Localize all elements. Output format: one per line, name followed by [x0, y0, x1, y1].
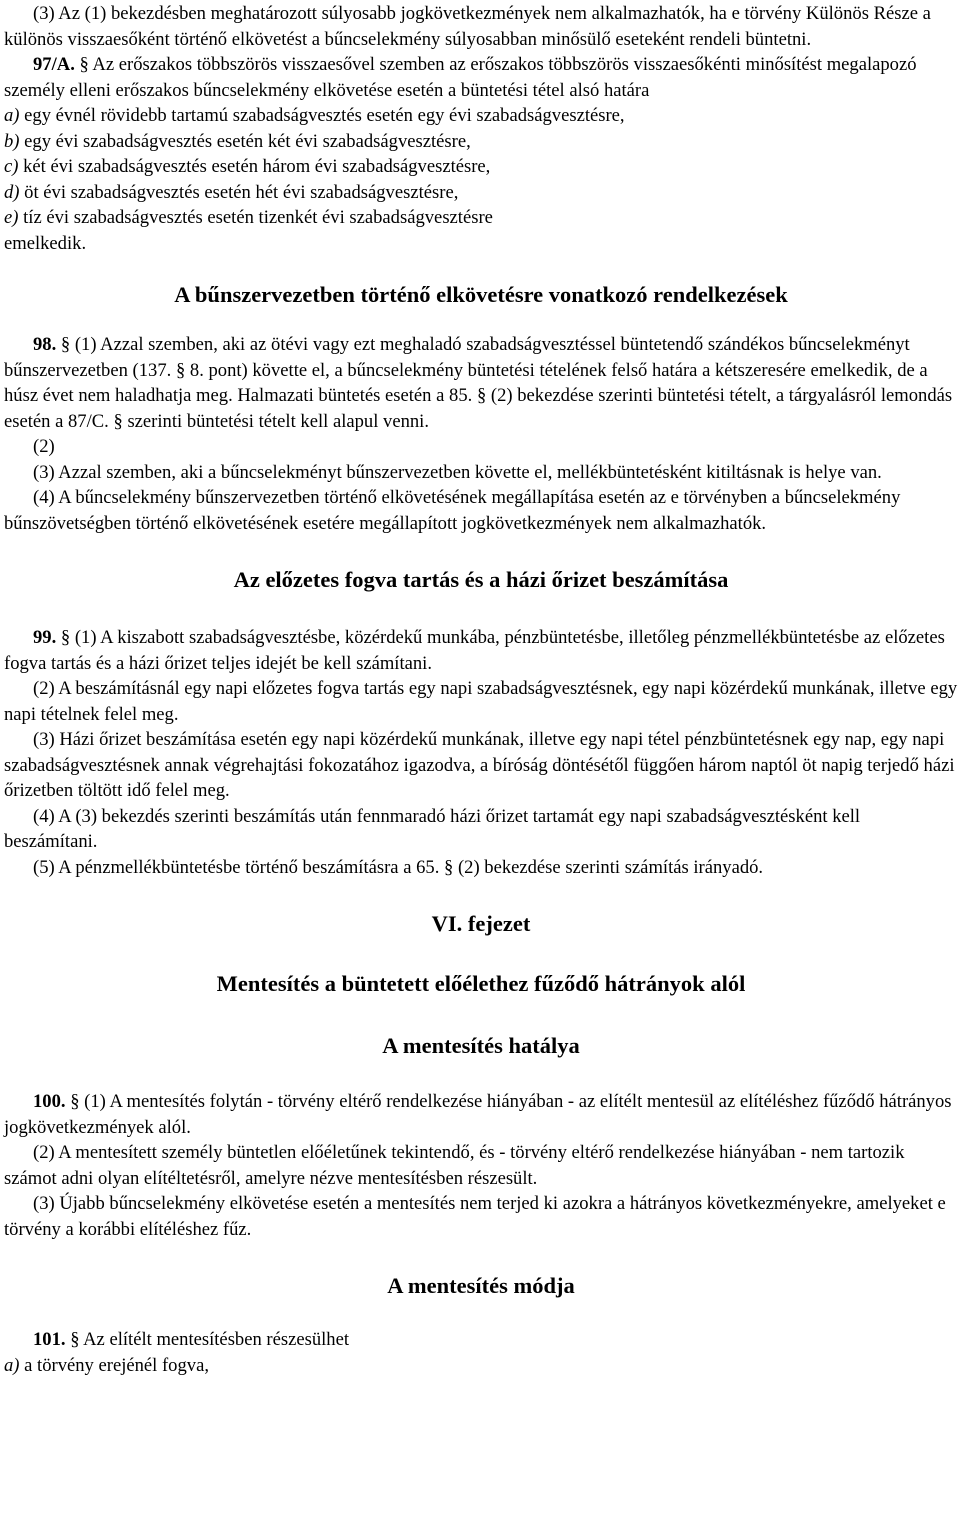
- section-text: (1) Azzal szemben, aki az ötévi vagy ezt meghaladó szabadságvesztéssel büntetendő szándékos bűncselekményt bűnszervezetben (137.: [4, 334, 910, 381]
- item-letter: d): [4, 181, 20, 203]
- section-100-2: (2) A mentesített személy büntetlen előéletűnek tekintendő, és - törvény eltérő rendelkezése hiányában - nem tartozik számot adni olyan elítéltetésről, amelyre nézve mentesítésben részesült.: [4, 1142, 905, 1189]
- section-number: 97/A.: [33, 54, 75, 75]
- heading-organized-crime: A bűnszervezetben történő elkövetésre vonatkozó rendelkezések: [174, 282, 788, 307]
- section-101-intro: [4, 1327, 958, 1353]
- section-99-1: [4, 625, 958, 676]
- list-item: [4, 154, 958, 180]
- item-text: a törvény erejénél fogva,: [24, 1354, 209, 1376]
- list-item: [4, 205, 958, 231]
- section-sign: §: [175, 359, 186, 381]
- section-number: 101.: [33, 1329, 66, 1350]
- list-item: [4, 1353, 958, 1379]
- section-text: (5) A pénzmellékbüntetésbe történő beszámításra a 65.: [33, 856, 440, 878]
- section-98-1: [4, 332, 958, 434]
- list-item: [4, 180, 958, 206]
- heading-detention-credit: Az előzetes fogva tartás és a házi őrizet beszámítása: [233, 567, 729, 592]
- section-99-2: (2) A beszámításnál egy napi előzetes fogva tartás egy napi szabadságvesztésnek, egy napi közérdekű munkának, illetve egy napi tételnek felel meg.: [4, 678, 958, 725]
- item-text: tíz évi szabadságvesztés esetén tizenkét évi szabadságvesztésre: [23, 207, 493, 228]
- section-text: (2) bekezdése szerinti számítás irányadó.: [457, 856, 764, 878]
- item-letter: e): [4, 207, 19, 228]
- item-letter: b): [4, 130, 20, 152]
- chapter-title: VI. fejezet: [431, 911, 531, 936]
- section-sign: §: [60, 627, 71, 648]
- item-text: egy évi szabadságvesztés esetén két évi szabadságvesztésre,: [24, 130, 471, 152]
- list-item: [4, 103, 958, 129]
- document-page: [0, 1, 960, 1378]
- item-text: egy évnél rövidebb tartamú szabadságvesztés esetén egy évi szabadságvesztésre,: [24, 105, 625, 126]
- item-letter: c): [4, 156, 19, 177]
- section-text: (1) A mentesítés folytán - törvény eltérő rendelkezése hiányában - az elítélt mentesül az elítéléshez fűződő hátrányos jogkövetkezmények alól.: [4, 1091, 952, 1138]
- section-text: (2) bekezdése szerinti büntetési tételt, a tárgyalásról lemondás esetén a 87/C.: [4, 385, 953, 432]
- section-number: 98.: [33, 334, 57, 355]
- section-sign: §: [476, 385, 487, 406]
- section-sign: §: [444, 856, 454, 878]
- section-98-4: (4) A bűncselekmény bűnszervezetben történő elkövetésének megállapítása esetén az e törvényben a bűncselekmény bűnszövetségben történő elkövetésének esetére megállapított jogkövetkezmények nem alkalmazhatók.: [4, 487, 901, 534]
- section-sign: §: [113, 410, 123, 432]
- heading-exemption: Mentesítés a büntetett előélethez fűződő hátrányok alól: [216, 971, 746, 996]
- section-97a-intro: [4, 52, 958, 103]
- section-100-1: [4, 1089, 958, 1140]
- list-item: [4, 129, 958, 155]
- section-98-3: (3) Azzal szemben, aki a bűncselekményt bűnszervezetben követte el, mellékbüntetésként kitiltásnak is helye van.: [33, 461, 882, 483]
- item-letter: a): [4, 105, 20, 126]
- section-text: (1) A kiszabott szabadságvesztésbe, közérdekű munkába, pénzbüntetésbe, illetőleg pénzmellékbüntetésbe az előzetes fogva tartás és a házi őrizet teljes idejét be kell számítani.: [4, 627, 945, 674]
- section-closing: emelkedik.: [4, 232, 87, 254]
- section-98-2: (2): [33, 436, 55, 457]
- section-sign: §: [70, 1091, 80, 1112]
- section-number: 100.: [33, 1091, 66, 1112]
- section-text: Az erőszakos többszörös visszaesővel szemben az erőszakos többszörös visszaesőkénti minősítést megalapozó személy elleni erőszakos bűncselekmény elkövetése esetén a büntetési tétel alsó határa: [4, 54, 917, 101]
- section-text: Az elítélt mentesítésben részesülhet: [83, 1329, 350, 1350]
- heading-exemption-effect: A mentesítés hatálya: [382, 1033, 580, 1058]
- section-99-5: [4, 855, 958, 881]
- section-sign: §: [70, 1329, 80, 1350]
- item-letter: a): [4, 1354, 20, 1376]
- section-sign: §: [79, 54, 89, 75]
- section-text: szerinti büntetési tételt kell alapul venni.: [127, 410, 429, 432]
- paragraph-97-3: (3) Az (1) bekezdésben meghatározott súlyosabb jogkövetkezmények nem alkalmazhatók, ha e törvény Különös Része a különös visszaesőként történő elkövetést a bűncselekmény súlyosabban minősülő eseteként rendeli büntetni.: [4, 3, 931, 50]
- section-100-3: (3) Újabb bűncselekmény elkövetése esetén a mentesítés nem terjed ki azokra a hátrányos következményekre, amelyeket e törvény a korábbi elítéléshez fűz.: [4, 1193, 946, 1240]
- item-text: két évi szabadságvesztés esetén három évi szabadságvesztésre,: [23, 156, 491, 177]
- section-99-3: (3) Házi őrizet beszámítása esetén egy napi közérdekű munkának, illetve egy napi tétel pénzbüntetésnek egy nap, egy napi szabadságvesztésnek annak végrehajtási fokozatához igazodva, a bíróság döntésétől függően három naptól öt napig terjedő házi őrizetben töltött idő felel meg.: [4, 729, 955, 801]
- section-sign: §: [60, 334, 71, 355]
- heading-exemption-method: A mentesítés módja: [387, 1273, 575, 1298]
- section-number: 99.: [33, 627, 57, 648]
- section-99-4: (4) A (3) bekezdés szerinti beszámítás után fennmaradó házi őrizet tartamát egy napi szabadságvesztésként kell beszámítani.: [4, 805, 861, 852]
- section-text: 8. pont) követte el, a bűncselekmény büntetési tételének felső határa a kétszeresére emelkedik, de a húsz évet nem haladhatja meg. Halmazati büntetés esetén a 85.: [4, 359, 928, 406]
- item-text: öt évi szabadságvesztés esetén hét évi szabadságvesztésre,: [24, 181, 459, 203]
